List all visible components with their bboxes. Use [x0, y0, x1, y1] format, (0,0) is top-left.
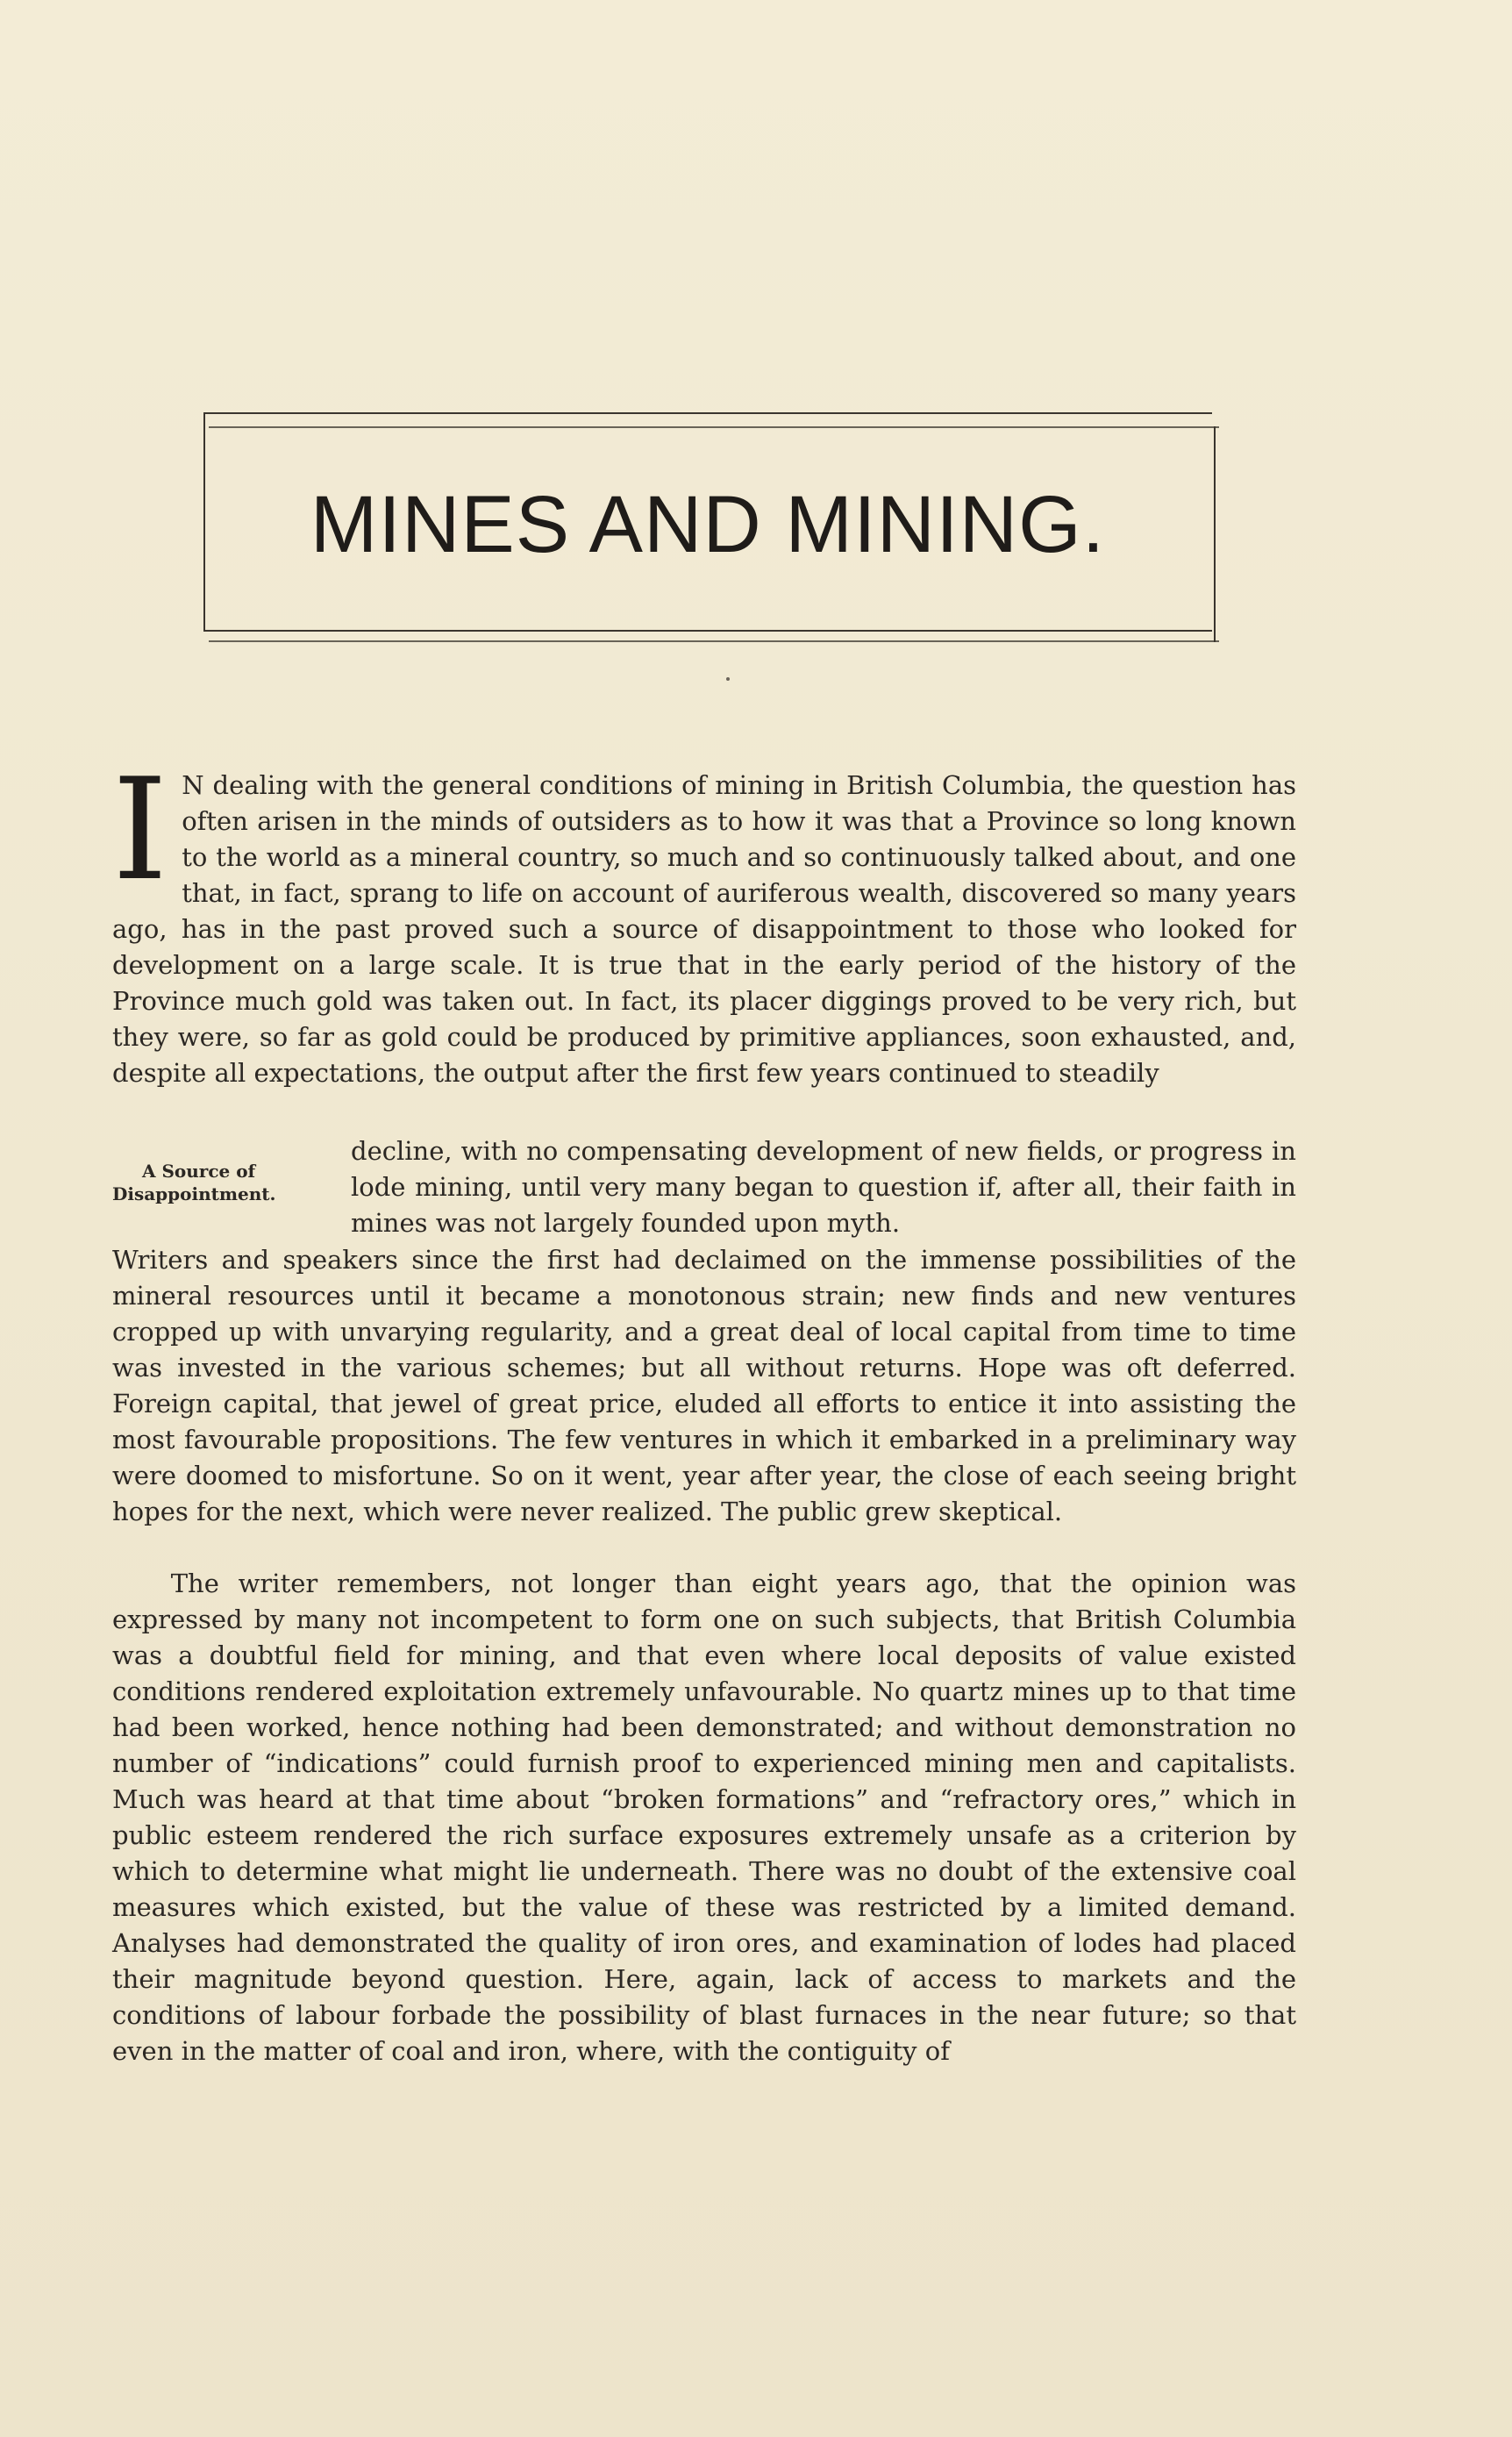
margin-note-line2: Disappointment. — [112, 1183, 276, 1204]
ornament-dot — [726, 677, 730, 681]
paragraph-continuation: Writers and speakers since the first had declaimed on the immense possibilities of the mineral resources until it became a monotonous strain; new finds and new ventures cropped up with unvarying regularity, and a great deal of local capital from time to time was invested in the various schemes; but all without returns. Hope was oft deferred. Foreign capital, that jewel of great price, eluded all efforts to entice it into assisting the most favourable propositions. The few ventures in which it embarked in a preliminary way were doomed to misfortune. So on it went, year after year, the close of each seeing bright hopes for the next, which were never realized. The public grew skeptical. — [112, 1245, 1296, 1526]
frame-bottom-rule — [203, 630, 1212, 632]
frame-bottom-rule-inner — [209, 640, 1219, 642]
drop-cap: I — [112, 747, 168, 911]
margin-note — [112, 1160, 323, 1205]
paragraph-opening — [112, 747, 1296, 1127]
frame-top-rule — [203, 412, 1212, 414]
title-frame — [203, 412, 1212, 642]
paragraph-opening-text: N dealing with the general conditions of mining in British Columbia, the question has often arisen in the minds of outsiders as to how it was that a Province so long known to the world as a mineral country, so much and so continuously talked about, and one that, in fact, sprang to life on account of auriferous wealth, discovered so many years ago, has in the past proved such a source of disappointment to those who looked for development on a large scale. It is true that in the early period of the history of the Province much gold was taken out. In fact, its placer diggings proved to be very rich, but they were, so far as gold could be produced by primitive appliances, soon exhausted, and, despite all expectations, the output after the first few years continued to steadily — [112, 770, 1296, 1088]
paragraph-indented-block: decline, with no compensating development of new fields, or progress in lode mining, until very many began to question if, after all, their faith in mines was not largely founded upon myth. — [351, 1136, 1296, 1238]
margin-note-line1: A Source of — [142, 1161, 256, 1182]
paragraph-second: The writer remembers, not longer than eight years ago, that the opinion was expressed by many not incompetent to form one on such subjects, that British Columbia was a doubtful field for mining, and that even where local deposits of value existed conditions rendered exploitation extremely unfavourable. No quartz mines up to that time had been worked, hence nothing had been demonstrated; and without demonstration no number of “indications” could furnish proof to experienced mining men and capitalists. Much was heard at that time about “broken formations” and “refractory ores,” which in public esteem rendered the rich surface exposures extremely unsafe as a criterion by which to determine what might lie underneath. There was no doubt of the extensive coal measures which existed, but the value of these was restricted by a limited demand. Analyses had demonstrated the quality of iron ores, and examination of lodes had placed their magnitude beyond question. Here, again, lack of access to markets and the conditions of labour forbade the possibility of blast furnaces in the near future; so that even in the matter of coal and iron, where, with the contiguity of — [112, 1569, 1296, 2066]
page-title: MINES AND MINING. — [310, 480, 1106, 569]
frame-top-rule-inner — [209, 426, 1219, 428]
frame-right-rule — [1214, 426, 1216, 642]
